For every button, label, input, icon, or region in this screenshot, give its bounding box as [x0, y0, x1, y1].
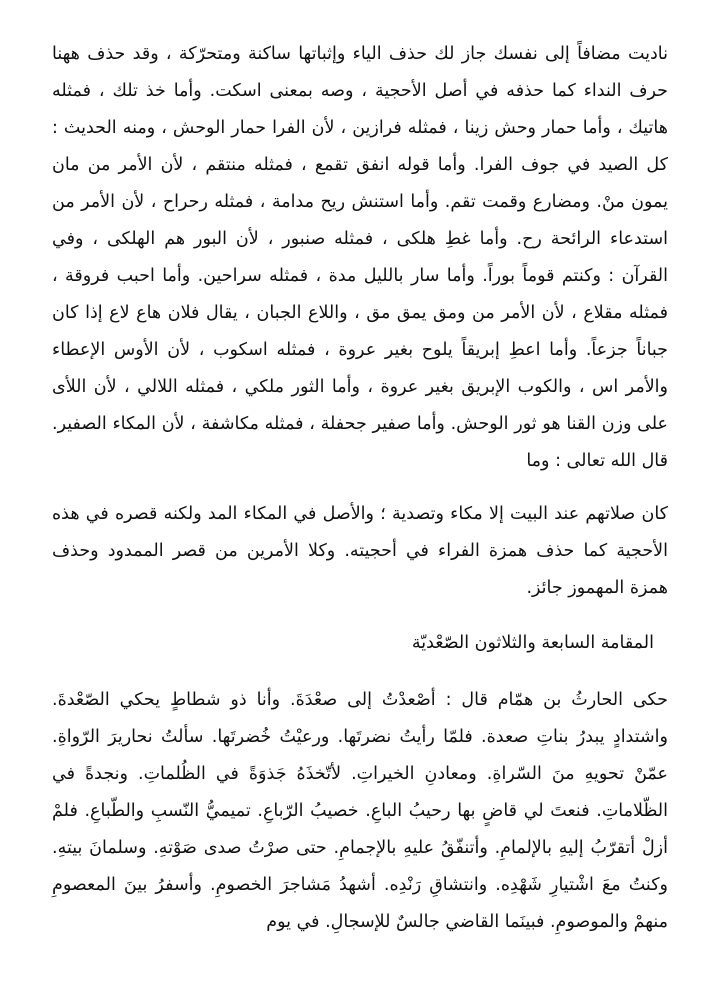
body-paragraph-3: حكى الحارثُ بن همّام قال : أصْعدْتُ إلى صعْدَةَ. وأنا ذو شطاطٍ يحكي الصّعْدةَ. واشتدادٍ يبدرُ بناتِ صعدة. فلمّا رأيتُ نضرتَها. ورعيْتُ خُضرتَها. سألتُ نحاريرَ الرّواةِ. عمّنْ تحويهِ منَ السّراةِ. ومعادنِ الخيراتِ. لأتّخذَهُ جَذوَةً في الظُلماتِ. ونجدةً في الظّلاماتِ. فنعتَ لي قاضٍ بها رحيبُ الباعِ. خصيبُ الرّباعِ. تميميُّ النّسبِ والطّباعِ. فلمْ أزلْ أتقرّبُ إليهِ بالإلمامِ. وأتنفّقُ عليهِ بالإجمامِ. حتى صرْتُ صدى صَوْتهِ. وسلمانَ بيتهِ. وكنتُ معَ اشْتيارِ شَهْدِه. وانتشاقِ رَنْدِه. أشهدُ مَشاجرَ الخصومِ. وأسفرُ بينَ المعصومِ منهمْ والموصومِ. فبينَما القاضي جالسٌ للإسجالِ. في يوم — [52, 690, 668, 932]
body-paragraph-2: كان صلاتهم عند البيت إلا مكاء وتصدية ؛ والأصل في المكاء المد ولكنه قصره في هذه الأحجية كما حذف همزة الفراء في أحجيته. وكلا الأمرين من قصر الممدود وحذف همزة المهموز جائز. — [52, 504, 668, 598]
body-paragraph-1: ناديت مضافاً إلى نفسك جاز لك حذف الياء وإثباتها ساكنة ومتحرّكة ، وقد حذف ههنا حرف النداء كما حذفه في أصل الأحجية ، وصه بمعنى اسكت. وأما خذ تلك ، فمثله هاتيك ، وأما حمار وحش زينا ، فمثله فرازين ، لأن الفرا حمار الوحش ، ومنه الحديث : كل الصيد في جوف الفرا. وأما قوله انفق تقمع ، فمثله منتقم ، لأن الأمر من مان يمون منْ. ومضارع وقمت تقم. وأما استنش ريح مدامة ، فمثله رحراح ، لأن الأمر من استدعاء الرائحة رح. وأما غطِ هلكى ، فمثله صنبور ، لأن البور هم الهلكى ، وفي القرآن : وكنتم قوماً بوراً. وأما سار بالليل مدة ، فمثله سراحين. وأما احبب فروقة ، فمثله مقلاع ، لأن الأمر من ومق يمق مق ، واللاع الجبان ، يقال فلان هاع لاع إذا كان جباناً جزعاً. وأما اعطِ إبريقاً يلوح بغير عروة ، فمثله اسكوب ، لأن الأوس الإعطاء والأمر اس ، والكوب الإبريق بغير عروة ، وأما الثور ملكي ، فمثله اللالي ، لأن اللأى على وزن القنا هو ثور الوحش. وأما صفير جحفلة ، فمثله مكاشفة ، لأن المكاء الصفير. قال الله تعالى : وما — [52, 44, 668, 471]
section-heading: المقامة السابعة والثلاثون الصّعْديّة — [411, 633, 654, 653]
